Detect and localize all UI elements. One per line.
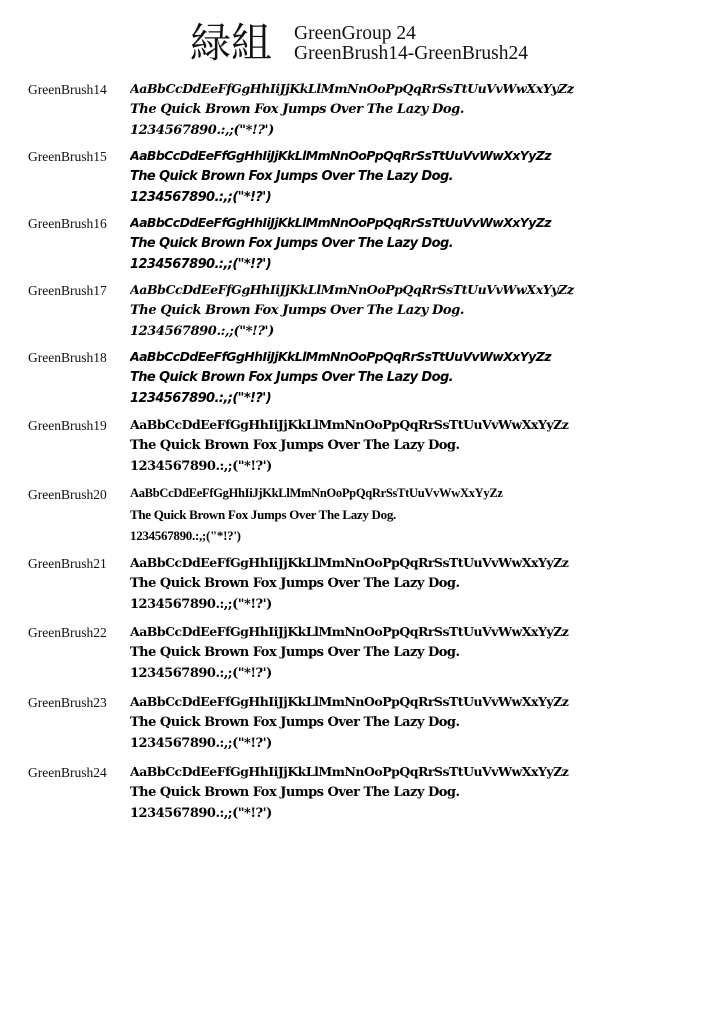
pangram-sample: The Quick Brown Fox Jumps Over The Lazy Dog. [130,303,464,318]
font-specimen-row [0,414,724,480]
alphabet-sample: AaBbCcDdEeFfGgHhIiJjKkLlMmNnOoPpQqRrSsTtUuVvWwXxYyZz [130,148,551,163]
font-range-title: GreenBrush14-GreenBrush24 [294,43,528,64]
pangram-sample: The Quick Brown Fox Jumps Over The Lazy Dog. [130,370,454,385]
alphabet-sample: AaBbCcDdEeFfGgHhIiJjKkLlMmNnOoPpQqRrSsTtUuVvWwXxYyZz [130,555,569,570]
pangram-sample: The Quick Brown Fox Jumps Over The Lazy Dog. [130,102,464,117]
font-samples [130,414,710,477]
alphabet-sample: AaBbCcDdEeFfGgHhIiJjKkLlMmNnOoPpQqRrSsTtUuVvWwXxYyZz [130,282,574,297]
font-samples [130,761,710,824]
alphabet-sample: AaBbCcDdEeFfGgHhIiJjKkLlMmNnOoPpQqRrSsTtUuVvWwXxYyZz [130,624,569,639]
digits-sample: 1234567890.:,;("*!?') [130,736,272,751]
font-samples [130,145,710,208]
font-specimen-row [0,483,724,549]
alphabet-sample: AaBbCcDdEeFfGgHhIiJjKkLlMmNnOoPpQqRrSsTtUuVvWwXxYyZz [130,81,574,96]
digits-sample: 1234567890.:,;("*!?') [130,123,274,138]
header-text [294,24,528,64]
font-samples [130,691,710,754]
alphabet-sample: AaBbCcDdEeFfGgHhIiJjKkLlMmNnOoPpQqRrSsTtUuVvWwXxYyZz [130,417,569,432]
pangram-sample: The Quick Brown Fox Jumps Over The Lazy Dog. [130,715,460,730]
alphabet-sample: AaBbCcDdEeFfGgHhIiJjKkLlMmNnOoPpQqRrSsTtUuVvWwXxYyZz [130,486,503,500]
font-specimen-row [0,552,724,618]
font-specimen-row [0,691,724,757]
font-name-label: GreenBrush20 [28,487,107,502]
font-specimen-row [0,212,724,278]
font-samples [130,212,710,275]
digits-sample: 1234567890.:,;("*!?') [130,666,272,681]
digits-sample: 1234567890.:,;("*!?') [130,597,272,612]
pangram-sample: The Quick Brown Fox Jumps Over The Lazy Dog. [130,438,460,453]
digits-sample: 1234567890.:,;("*!?') [130,324,274,339]
font-samples [130,621,710,684]
group-title: GreenGroup 24 [294,23,416,44]
pangram-sample: The Quick Brown Fox Jumps Over The Lazy Dog. [130,576,460,591]
font-samples [130,346,710,409]
font-name-label: GreenBrush17 [28,283,107,298]
font-specimen-row [0,145,724,211]
alphabet-sample: AaBbCcDdEeFfGgHhIiJjKkLlMmNnOoPpQqRrSsTtUuVvWwXxYyZz [130,215,551,230]
font-name-label: GreenBrush21 [28,556,107,571]
pangram-sample: The Quick Brown Fox Jumps Over The Lazy Dog. [130,169,454,184]
digits-sample: 1234567890.:,;("*!?') [130,528,241,543]
font-specimen-row [0,761,724,827]
digits-sample: 1234567890.:,;("*!?') [130,459,272,474]
font-specimen-row [0,279,724,345]
alphabet-sample: AaBbCcDdEeFfGgHhIiJjKkLlMmNnOoPpQqRrSsTtUuVvWwXxYyZz [130,349,551,364]
pangram-sample: The Quick Brown Fox Jumps Over The Lazy Dog. [130,785,460,800]
font-name-label: GreenBrush18 [28,350,107,365]
font-name-label: GreenBrush16 [28,216,107,231]
page-header [190,19,690,68]
font-name-label: GreenBrush23 [28,695,107,710]
font-samples [130,483,710,546]
font-name-label: GreenBrush15 [28,149,107,164]
digits-sample: 1234567890.:,;("*!?') [130,391,272,406]
digits-sample: 1234567890.:,;("*!?') [130,806,272,821]
font-specimen-row [0,346,724,412]
font-samples [130,78,710,141]
pangram-sample: The Quick Brown Fox Jumps Over The Lazy Dog. [130,507,396,522]
alphabet-sample: AaBbCcDdEeFfGgHhIiJjKkLlMmNnOoPpQqRrSsTtUuVvWwXxYyZz [130,694,569,709]
pangram-sample: The Quick Brown Fox Jumps Over The Lazy Dog. [130,236,454,251]
font-name-label: GreenBrush24 [28,765,107,780]
alphabet-sample: AaBbCcDdEeFfGgHhIiJjKkLlMmNnOoPpQqRrSsTtUuVvWwXxYyZz [130,764,569,779]
font-name-label: GreenBrush14 [28,82,107,97]
font-samples [130,552,710,615]
digits-sample: 1234567890.:,;("*!?') [130,190,272,205]
font-specimen-row [0,621,724,687]
font-specimen-row [0,78,724,144]
font-name-label: GreenBrush22 [28,625,107,640]
font-name-label: GreenBrush19 [28,418,107,433]
pangram-sample: The Quick Brown Fox Jumps Over The Lazy Dog. [130,645,460,660]
digits-sample: 1234567890.:,;("*!?') [130,257,272,272]
font-samples [130,279,710,342]
page-title-kanji: 緑組 [190,19,272,67]
